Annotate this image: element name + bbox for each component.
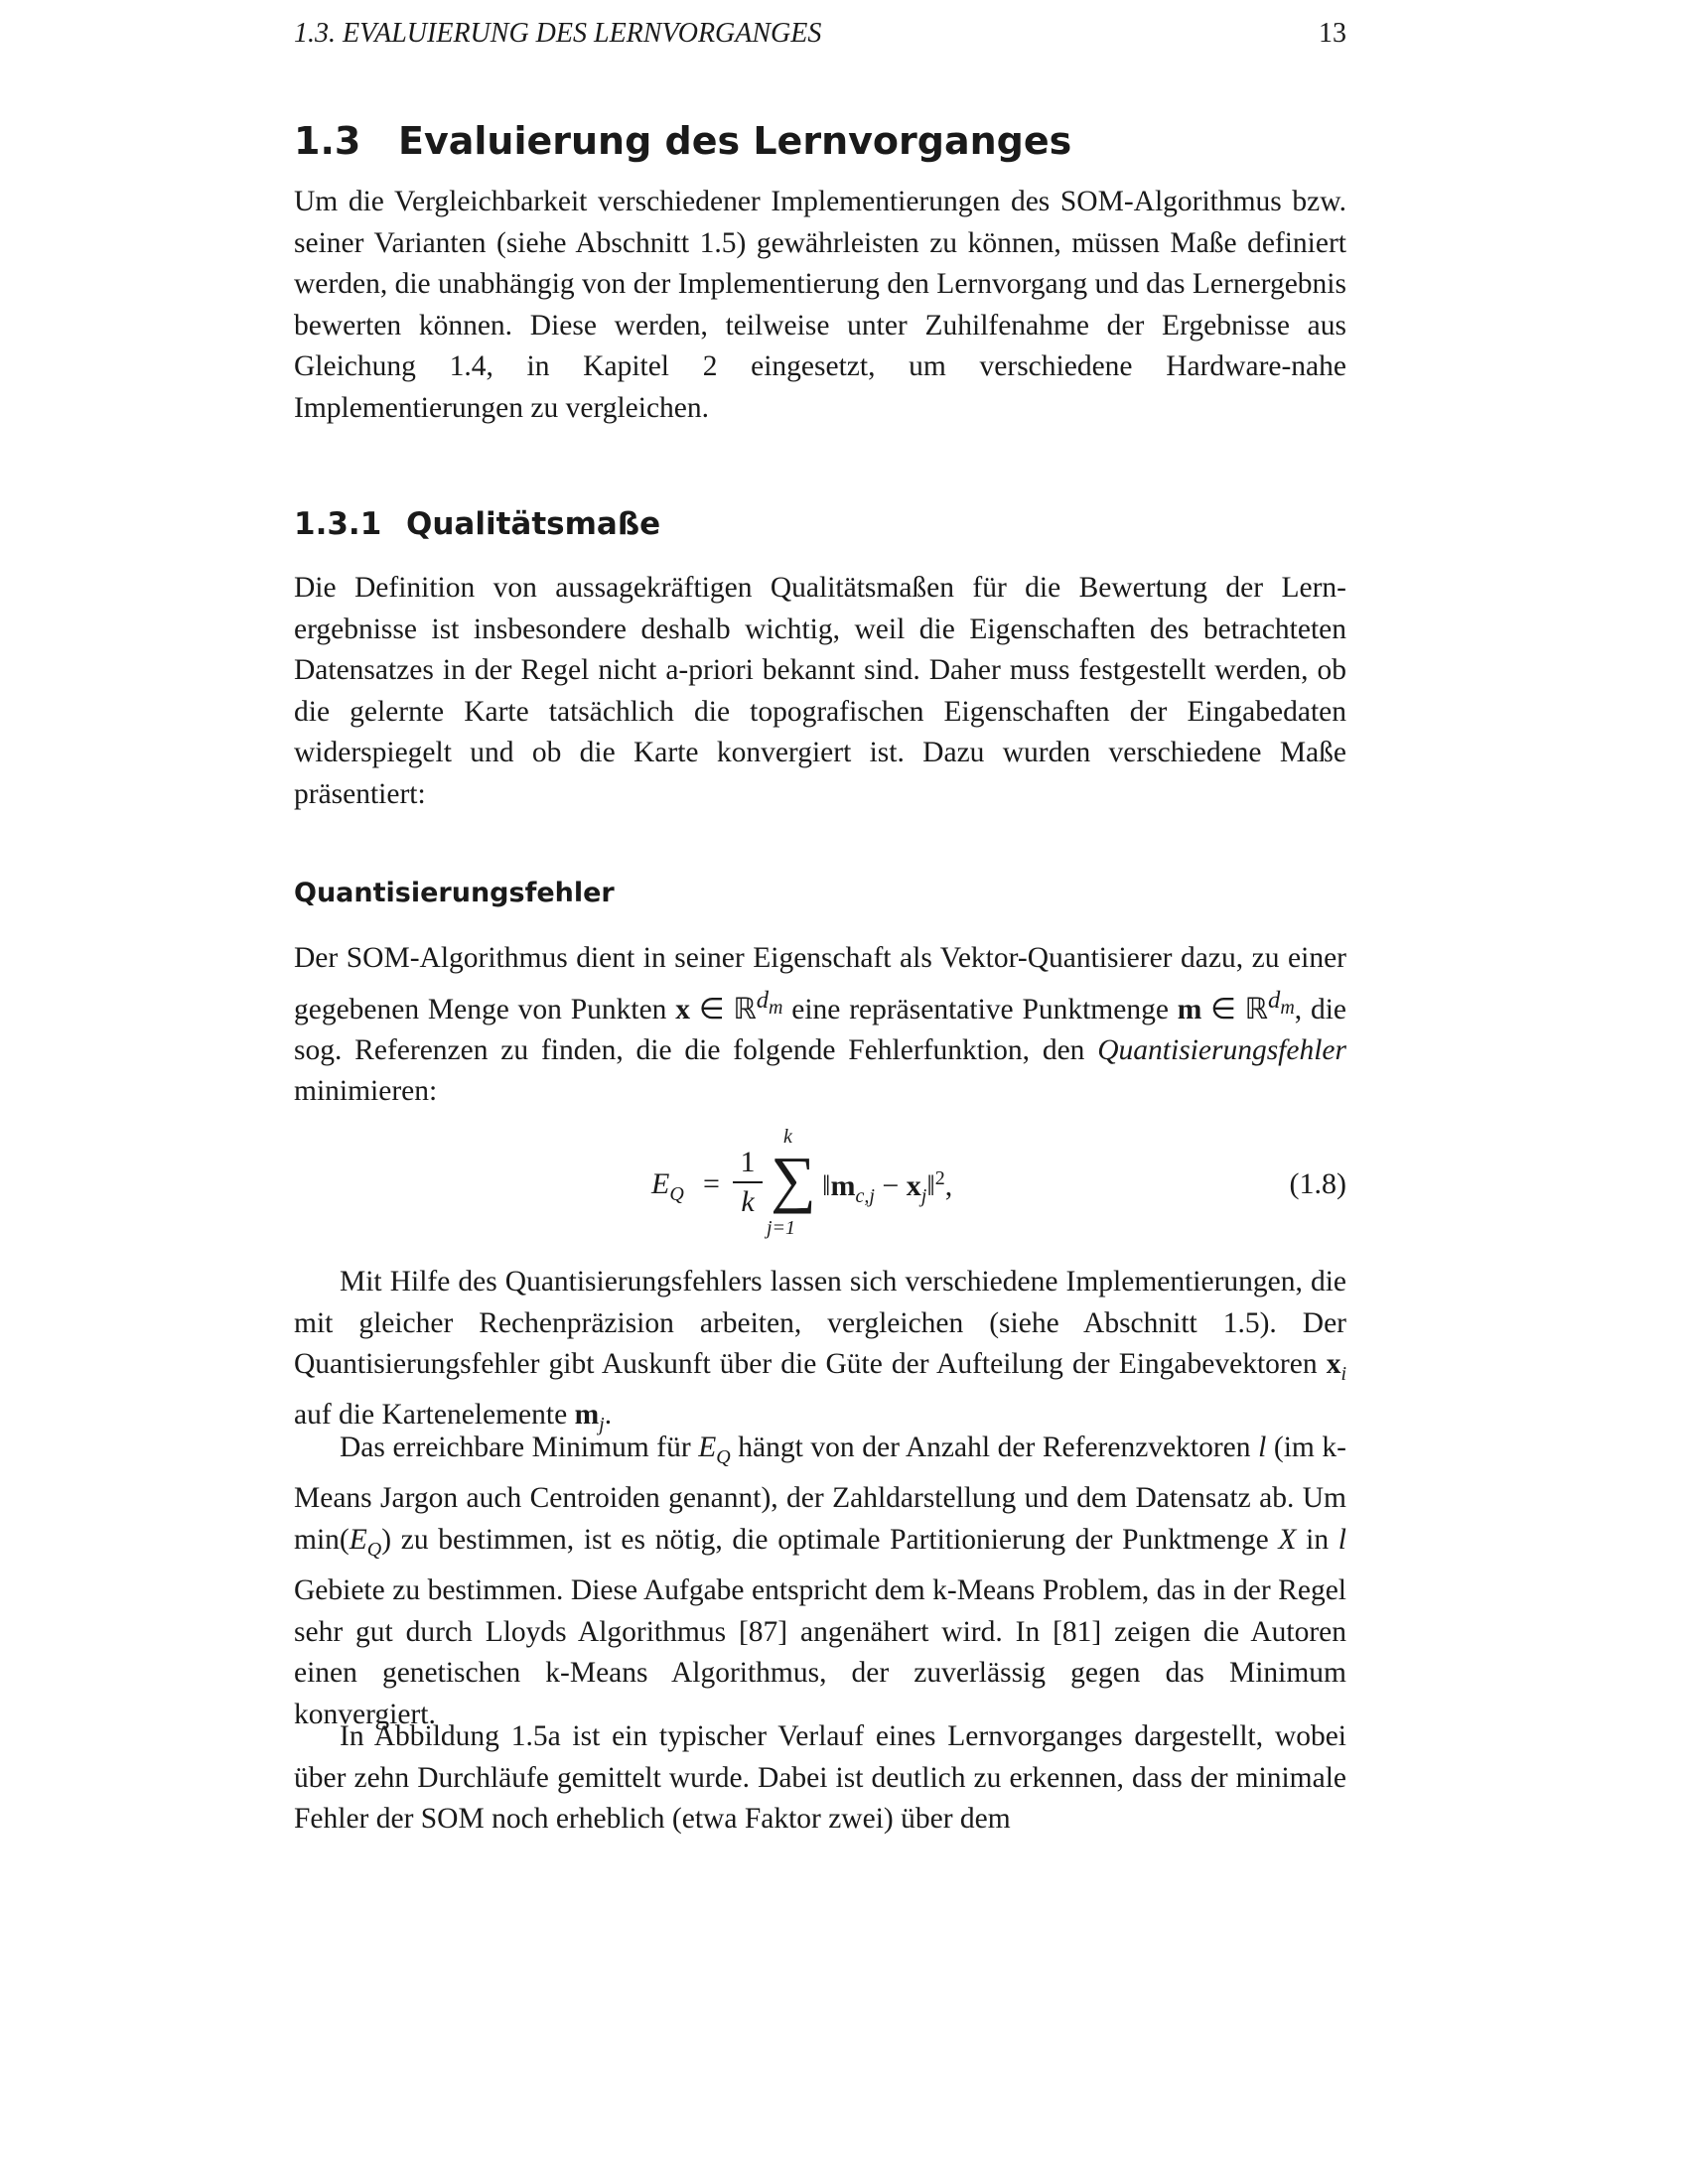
equation-number: (1.8) (1289, 1167, 1346, 1200)
norm-open: ‖ (822, 1169, 831, 1202)
subsection-number: 1.3.1 (294, 506, 382, 542)
math-exponent: d (756, 986, 769, 1014)
math-E: E (698, 1432, 717, 1463)
emphasized-term: Quantisierungsfehler (1097, 1033, 1346, 1066)
equation-lhs (651, 1167, 684, 1206)
equation-norm (822, 1167, 952, 1208)
math-m-bold: m (830, 1169, 856, 1202)
fraction (733, 1146, 763, 1219)
section-title: Evaluierung des Lernvorganges (398, 119, 1072, 163)
page-number: 13 (1319, 18, 1346, 49)
math-in-reals: ∈ ℝ (690, 993, 757, 1025)
equation-comma: , (944, 1169, 953, 1202)
math-sub: Q (366, 1538, 382, 1561)
text-run: , die sog. Referenzen zu finden, die die folgende Fehlerfunktion, den (294, 993, 1346, 1066)
mit-hilfe-paragraph (294, 1262, 1346, 1446)
running-header (294, 18, 1346, 54)
text-run: hängt von der Anzahl der Referenzvektoren (730, 1432, 1259, 1463)
running-head-title: 1.3. EVALUIERUNG DES LERNVORGANGES (294, 18, 822, 49)
math-sub: i (1340, 1362, 1346, 1385)
norm-close: ‖ (926, 1169, 935, 1202)
equation-1-8 (294, 1126, 1346, 1241)
math-power: 2 (934, 1167, 945, 1189)
text-run: (im k-Means Jargon auch Centroiden genannt), der Zahldarstellung und dem Datensatz ab. Um min( (294, 1432, 1346, 1556)
intro-paragraph: Um die Vergleichbarkeit verschiedener Implementierungen des SOM-Algorithmus bzw. seiner Varianten (siehe Abschnitt 1.5) gewährleisten zu können, müssen Maße definiert werden, die unabhängig von der Implementierung den Lernvorgang und das Lernergebnis bewerten können. Diese werden, teilweise unter Zuhilfenahme der Ergebnisse aus Gleichung 1.4, in Kapitel 2 eingesetzt, um verschiedene Hardware-nahe Implementierungen zu vergleichen. (294, 186, 1346, 424)
quantisierung-paragraph (294, 938, 1346, 1113)
fraction-bar (733, 1181, 763, 1183)
math-m-sub: c,j (855, 1185, 875, 1207)
text-run: Der SOM-Algorithmus dient in seiner Eigenschaft als Vektor-Quantisierer dazu, zu einer gegebenen Menge von Punkten (294, 942, 1346, 1025)
math-l: l (1337, 1523, 1346, 1556)
math-x-vector: x (675, 993, 690, 1025)
math-x-vector: x (1326, 1348, 1341, 1380)
section-number: 1.3 (294, 119, 361, 163)
document-page (294, 0, 1346, 2184)
sum-lower-limit: j=1 (767, 1217, 796, 1239)
text-run: auf die Kartenelemente (294, 1399, 575, 1432)
section-heading (294, 119, 1071, 163)
math-m-vector: m (1177, 993, 1202, 1025)
subsection-title: Qualitätsmaße (406, 506, 661, 542)
math-l: l (1258, 1432, 1267, 1463)
text-run: ) zu bestimmen, ist es nötig, die optimale Partitionierung der Punktmenge (381, 1523, 1279, 1556)
equals-sign: = (703, 1167, 720, 1200)
qualitaetsmasse-paragraph: Die Definition von aussagekräftigen Qualitätsmaßen für die Bewertung der Lernergebnisse ist insbesondere deshalb wichtig, weil die Eigenschaften des betrachteten Datensatzes in der Regel nicht a-priori bekannt sind. Daher muss festgestellt werden, ob die gelernte Karte tatsächlich die topografischen Eigenschaften der Eingabedaten widerspiegelt und ob die Karte konvergiert ist. Dazu wurden verschiedene Maße präsentiert: (294, 572, 1346, 810)
abbildung-paragraph: In Abbildung 1.5a ist ein typischer Verlauf eines Lernvorganges dargestellt, wobei über zehn Durchläufe gemittelt wurde. Dabei ist deutlich zu erkennen, dass der minimale Fehler der SOM noch erheblich (etwa Faktor zwei) über dem (294, 1720, 1346, 1835)
math-in-reals: ∈ ℝ (1201, 993, 1269, 1025)
text-run: eine repräsentative Punktmenge (782, 993, 1178, 1025)
math-sub: Q (716, 1445, 731, 1468)
text-run: Das erreichbare Minimum für (340, 1432, 699, 1463)
math-exponent: d (1268, 986, 1281, 1014)
math-E-sub: Q (669, 1183, 684, 1205)
text-run: Mit Hilfe des Quantisierungsfehlers lassen sich verschiedene Implementierungen, die mit gleicher Rechenpräzision arbeiten, vergleichen (siehe Abschnitt 1.5). Der Quantisierungsfehler gibt Auskunft über die Güte der Aufteilung der Eingabevektoren (294, 1266, 1346, 1380)
sum-upper-limit: k (783, 1126, 792, 1148)
math-exponent-sub: m (768, 996, 783, 1019)
minimum-paragraph (294, 1428, 1346, 1735)
text-run: Gebiete zu bestimmen. Diese Aufgabe entspricht dem k-Means Problem, das in der Regel sehr gut durch Lloyds Algorithmus [87] angenähert wird. In [81] zeigen die Autoren einen genetischen k-Means Algorithmus, der zuverlässig gegen das Minimum konvergiert. (294, 1574, 1346, 1730)
paragraph-heading-quantisierungsfehler: Quantisierungsfehler (294, 878, 615, 908)
math-E: E (651, 1167, 670, 1200)
text-run: . (604, 1399, 613, 1432)
fraction-numerator: 1 (740, 1146, 756, 1178)
math-exponent-sub: m (1280, 996, 1295, 1019)
subsection-heading (294, 506, 660, 542)
text-run: in (1296, 1523, 1338, 1556)
math-E: E (349, 1523, 367, 1556)
minus-sign: − (874, 1169, 907, 1202)
sum-symbol: ∑ (771, 1144, 816, 1214)
math-x-sub: j (920, 1185, 927, 1207)
text-run: minimieren: (294, 1075, 438, 1108)
math-x-bold: x (906, 1169, 921, 1202)
fraction-denominator: k (741, 1185, 755, 1218)
math-sub: j (599, 1414, 605, 1436)
math-X: X (1278, 1523, 1297, 1556)
math-m-vector: m (574, 1399, 600, 1432)
